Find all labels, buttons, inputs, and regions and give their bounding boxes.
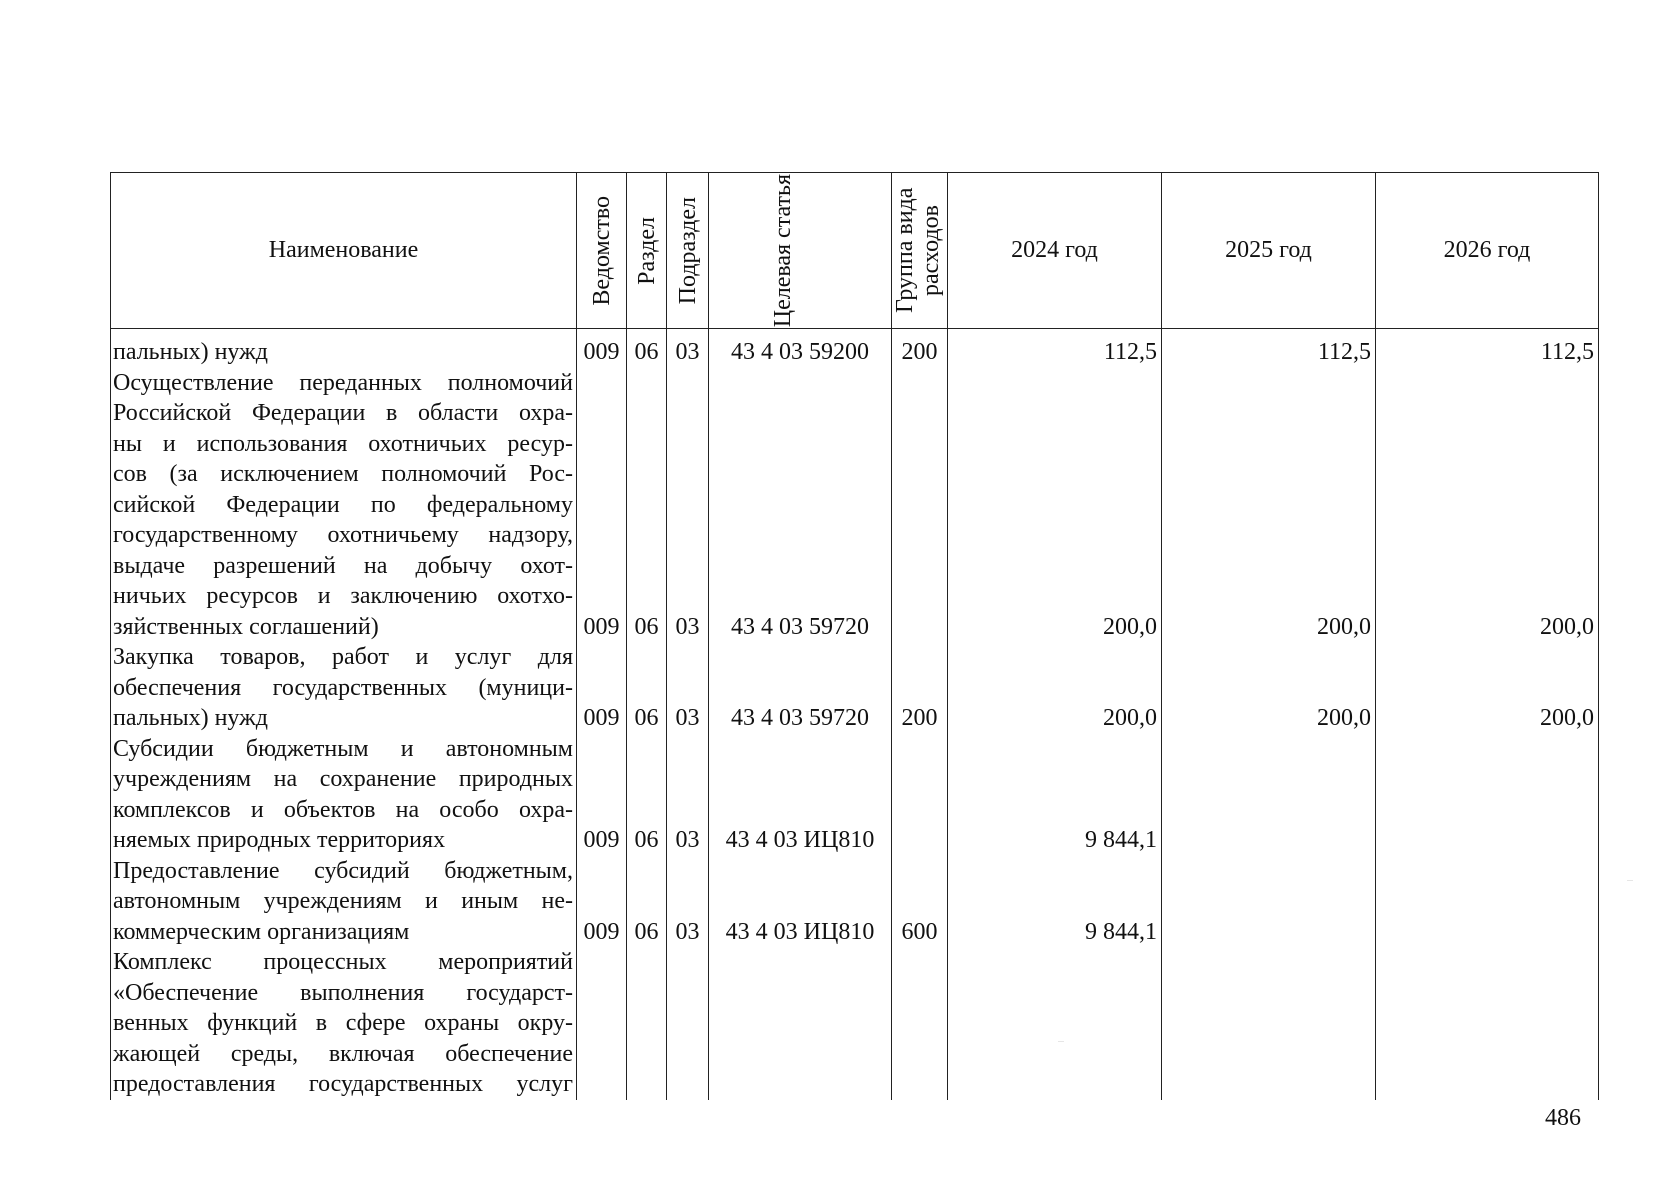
row-y2025-cell <box>1162 734 1376 856</box>
table-row <box>111 947 1599 1100</box>
row-y2026-cell <box>1376 856 1599 948</box>
row-gruppa-cell: 600 <box>892 856 948 948</box>
row-tselevaya-cell: 43 4 03 59720 <box>709 368 892 643</box>
row-podrazdel-cell: 03 <box>667 329 709 368</box>
row-name-line: Предоставление субсидий бюджетным, <box>113 857 573 884</box>
row-name-line: Российской Федерации в области охра- <box>113 400 573 426</box>
row-razdel-cell: 06 <box>627 734 667 856</box>
row-y2024-cell: 200,0 <box>948 642 1162 734</box>
row-name-line: Осуществление переданных полномочий <box>113 369 573 396</box>
row-name-line: пальных) нужд <box>113 705 268 731</box>
header-2026: 2026 год <box>1376 173 1599 329</box>
scan-mark <box>1627 880 1633 881</box>
row-name-line: комплексов и объектов на особо охра- <box>113 796 573 823</box>
row-y2025-cell <box>1162 856 1376 948</box>
row-name-cell <box>111 329 577 368</box>
row-name-line: Комплекс процессных мероприятий <box>113 949 573 975</box>
row-tselevaya-cell: 43 4 03 ИЦ810 <box>709 856 892 948</box>
row-name-line: ны и использования охотничьих ресур- <box>113 430 573 457</box>
row-razdel-cell: 06 <box>627 642 667 734</box>
header-name: Наименование <box>111 173 577 329</box>
row-vedomstvo-cell <box>577 947 627 1100</box>
row-podrazdel-cell: 03 <box>667 856 709 948</box>
row-vedomstvo-cell: 009 <box>577 734 627 856</box>
table-body <box>111 329 1599 1100</box>
header-tselevaya: Целевая статья <box>709 173 892 329</box>
row-name-line: предоставления государственных услуг <box>113 1071 573 1097</box>
row-name-cell <box>111 642 577 734</box>
row-gruppa-cell <box>892 947 948 1100</box>
table-row <box>111 734 1599 856</box>
table-row <box>111 329 1599 368</box>
row-razdel-cell: 06 <box>627 368 667 643</box>
header-razdel: Раздел <box>627 173 667 329</box>
row-gruppa-cell: 200 <box>892 642 948 734</box>
row-name-line: сов (за исключением полномочий Рос- <box>113 461 573 487</box>
row-name-line: няемых природных территориях <box>113 827 446 853</box>
row-y2025-cell: 112,5 <box>1162 329 1376 368</box>
row-name-cell <box>111 368 577 643</box>
row-name-line: Закупка товаров, работ и услуг для <box>113 644 573 670</box>
row-name-line: зяйственных соглашений) <box>113 613 379 640</box>
row-podrazdel-cell: 03 <box>667 368 709 643</box>
row-y2024-cell: 9 844,1 <box>948 856 1162 948</box>
table-row <box>111 642 1599 734</box>
scan-mark <box>1058 1041 1064 1042</box>
row-y2026-cell: 200,0 <box>1376 642 1599 734</box>
row-razdel-cell: 06 <box>627 329 667 368</box>
header-2024: 2024 год <box>948 173 1162 329</box>
header-gruppa: Группа вида расходов <box>892 173 948 329</box>
row-tselevaya-cell: 43 4 03 59720 <box>709 642 892 734</box>
row-podrazdel-cell: 03 <box>667 642 709 734</box>
table-row <box>111 856 1599 948</box>
row-name-cell <box>111 947 577 1100</box>
row-name-line: сийской Федерации по федеральному <box>113 491 573 518</box>
row-razdel-cell: 06 <box>627 856 667 948</box>
row-vedomstvo-cell: 009 <box>577 642 627 734</box>
row-name-line: жающей среды, включая обеспечение <box>113 1040 573 1067</box>
row-name-line: выдаче разрешений на добычу охот- <box>113 552 573 579</box>
row-razdel-cell <box>627 947 667 1100</box>
row-gruppa-cell: 200 <box>892 329 948 368</box>
row-y2025-cell: 200,0 <box>1162 368 1376 643</box>
row-name-line: венных функций в сфере охраны окру- <box>113 1010 573 1036</box>
row-name-line: «Обеспечение выполнения государст- <box>113 979 573 1006</box>
row-name-line: государственному охотничьему надзору, <box>113 522 573 548</box>
row-gruppa-cell <box>892 734 948 856</box>
row-vedomstvo-cell: 009 <box>577 368 627 643</box>
row-y2024-cell <box>948 947 1162 1100</box>
header-2025: 2025 год <box>1162 173 1376 329</box>
row-y2024-cell: 200,0 <box>948 368 1162 643</box>
page-number: 486 <box>1545 1105 1581 1131</box>
row-tselevaya-cell: 43 4 03 59200 <box>709 329 892 368</box>
row-y2025-cell <box>1162 947 1376 1100</box>
row-y2026-cell <box>1376 947 1599 1100</box>
row-tselevaya-cell <box>709 947 892 1100</box>
row-name-line: обеспечения государственных (муници- <box>113 674 573 701</box>
row-y2024-cell: 112,5 <box>948 329 1162 368</box>
row-y2026-cell: 112,5 <box>1376 329 1599 368</box>
row-name-line: пальных) нужд <box>113 339 268 365</box>
row-name-cell <box>111 856 577 948</box>
row-podrazdel-cell: 03 <box>667 734 709 856</box>
row-name-line: ничьих ресурсов и заключению охотхо- <box>113 583 573 609</box>
row-tselevaya-cell: 43 4 03 ИЦ810 <box>709 734 892 856</box>
row-name-line: учреждениям на сохранение природных <box>113 766 573 792</box>
table-row <box>111 368 1599 643</box>
header-podrazdel: Подраздел <box>667 173 709 329</box>
header-vedomstvo: Ведомство <box>577 173 627 329</box>
row-name-cell <box>111 734 577 856</box>
row-y2025-cell: 200,0 <box>1162 642 1376 734</box>
row-vedomstvo-cell: 009 <box>577 856 627 948</box>
row-y2024-cell: 9 844,1 <box>948 734 1162 856</box>
row-name-line: автономным учреждениям и иным не- <box>113 888 573 914</box>
row-y2026-cell <box>1376 734 1599 856</box>
row-podrazdel-cell <box>667 947 709 1100</box>
row-vedomstvo-cell: 009 <box>577 329 627 368</box>
row-gruppa-cell <box>892 368 948 643</box>
table-header-row <box>111 173 1599 329</box>
row-name-line: Субсидии бюджетным и автономным <box>113 735 573 762</box>
budget-table <box>110 172 1599 1100</box>
row-y2026-cell: 200,0 <box>1376 368 1599 643</box>
row-name-line: коммерческим организациям <box>113 918 410 945</box>
